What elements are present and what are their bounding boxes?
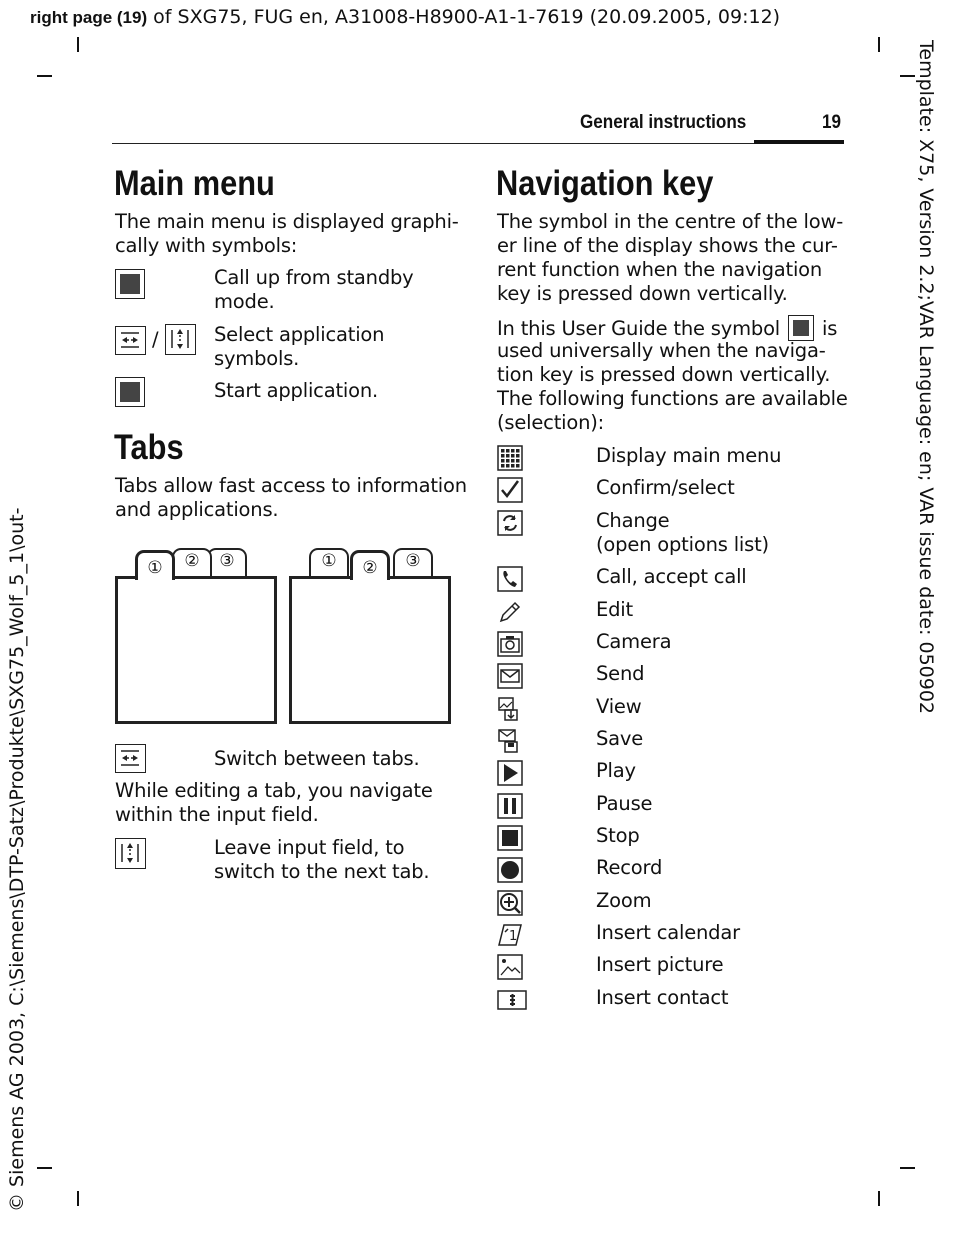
contact-icon: [497, 986, 527, 1014]
template-info: Template: X75, Version 2.2;VAR Language: en; VAR issue date: 050902: [915, 40, 937, 715]
grid-icon: [497, 444, 527, 472]
tabs-intro: Tabs allow fast access to information and applications.: [115, 474, 467, 521]
running-header-title: General instructions: [580, 112, 747, 133]
picture-icon: [497, 953, 527, 981]
crop-mark: [878, 1191, 880, 1206]
view-icon: [497, 695, 527, 723]
function-label: Edit: [596, 598, 633, 621]
main-menu-row-1: Call up from standby mode.: [214, 266, 414, 313]
main-menu-row-3: Start application.: [214, 379, 378, 402]
nav-key-para-1: The symbol in the centre of the low- er line of the display shows the cur- rent function when the navigation key is pressed down vertically.: [497, 210, 844, 305]
record-icon: [497, 856, 527, 884]
print-info-line: [30, 6, 780, 28]
tab-page: [289, 576, 451, 724]
svg-text:1: 1: [509, 929, 518, 944]
crop-mark: [77, 37, 79, 52]
pause-icon: [497, 792, 527, 820]
crop-mark: [37, 1167, 52, 1169]
tab-3: ③: [393, 548, 433, 576]
main-menu-intro: The main menu is displayed graphi- cally with symbols:: [115, 210, 459, 257]
function-label: Send: [596, 662, 645, 685]
function-label: Play: [596, 759, 636, 782]
function-label: Insert picture: [596, 953, 724, 976]
header-rule-thick: [754, 140, 844, 144]
tab-3: ③: [207, 548, 247, 576]
play-icon: [497, 759, 527, 787]
select-key-icon: [115, 269, 145, 299]
crop-mark: [900, 1167, 915, 1169]
envelope-icon: [497, 662, 527, 690]
tabs-illustration-2: [289, 548, 451, 724]
editing-text: While editing a tab, you navigate within the input field.: [115, 779, 433, 826]
function-label: Insert calendar: [596, 921, 740, 944]
leave-field-text: Leave input field, to switch to the next tab.: [214, 836, 430, 883]
crop-mark: [900, 75, 915, 77]
main-menu-heading: Main menu: [114, 164, 275, 203]
switch-tabs-text: Switch between tabs.: [214, 747, 420, 770]
nav-up-down-icon: [115, 838, 146, 869]
nav-key-para-2: used universally when the naviga- tion key is pressed down vertically. The following functions are available (selection):: [497, 339, 848, 434]
copyright-path: © Siemens AG 2003, C:\Siemens\DTP-Satz\Produkte\SXG75_Wolf_5_1\out-: [6, 507, 28, 1212]
function-label: Pause: [596, 792, 653, 815]
function-label: Zoom: [596, 889, 652, 912]
tabs-heading: Tabs: [114, 428, 184, 467]
crop-mark: [37, 75, 52, 77]
camera-icon: [497, 630, 527, 658]
check-icon: [497, 476, 527, 504]
nav-left-right-icon: [115, 744, 146, 773]
icon-separator: /: [152, 328, 159, 351]
tab-2-active: ②: [350, 550, 390, 580]
tab-page: [115, 576, 277, 724]
function-label: Confirm/select: [596, 476, 735, 499]
function-label: Change (open options list): [596, 509, 769, 556]
main-menu-row-2: Select application symbols.: [214, 323, 385, 370]
function-label: Stop: [596, 824, 640, 847]
tab-1-active: ①: [135, 550, 175, 580]
calendar-icon: [497, 921, 527, 949]
header-rule: [112, 143, 844, 144]
tab-2: ②: [172, 548, 212, 576]
select-key-icon: [115, 377, 145, 407]
print-info-rest: of SXG75, FUG en, A31008-H8900-A1-1-7619 (20.09.2005, 09:12): [147, 6, 781, 28]
save-icon: [497, 727, 527, 755]
nav-up-down-icon: [165, 324, 196, 355]
function-label: Call, accept call: [596, 565, 747, 588]
function-label: Record: [596, 856, 663, 879]
tab-1: ①: [309, 548, 349, 576]
stop-icon: [497, 824, 527, 852]
navigation-key-heading: Navigation key: [496, 164, 714, 203]
function-label: Save: [596, 727, 644, 750]
print-info-bold: right page (19): [30, 8, 148, 27]
function-label: Insert contact: [596, 986, 729, 1009]
nav-key-para-2-first-line: In this User Guide the symbol is: [497, 317, 838, 340]
function-label: View: [596, 695, 642, 718]
select-key-icon: [788, 315, 814, 341]
zoom-icon: [497, 889, 527, 917]
pencil-icon: [497, 598, 527, 626]
crop-mark: [878, 37, 880, 52]
crop-mark: [77, 1191, 79, 1206]
change-icon: [497, 509, 527, 537]
nav-left-right-icon: [115, 326, 146, 355]
phone-icon: [497, 565, 527, 593]
function-label: Camera: [596, 630, 672, 653]
function-label: Display main menu: [596, 444, 782, 467]
tabs-illustration-1: [115, 548, 277, 724]
page-number: 19: [822, 112, 842, 133]
